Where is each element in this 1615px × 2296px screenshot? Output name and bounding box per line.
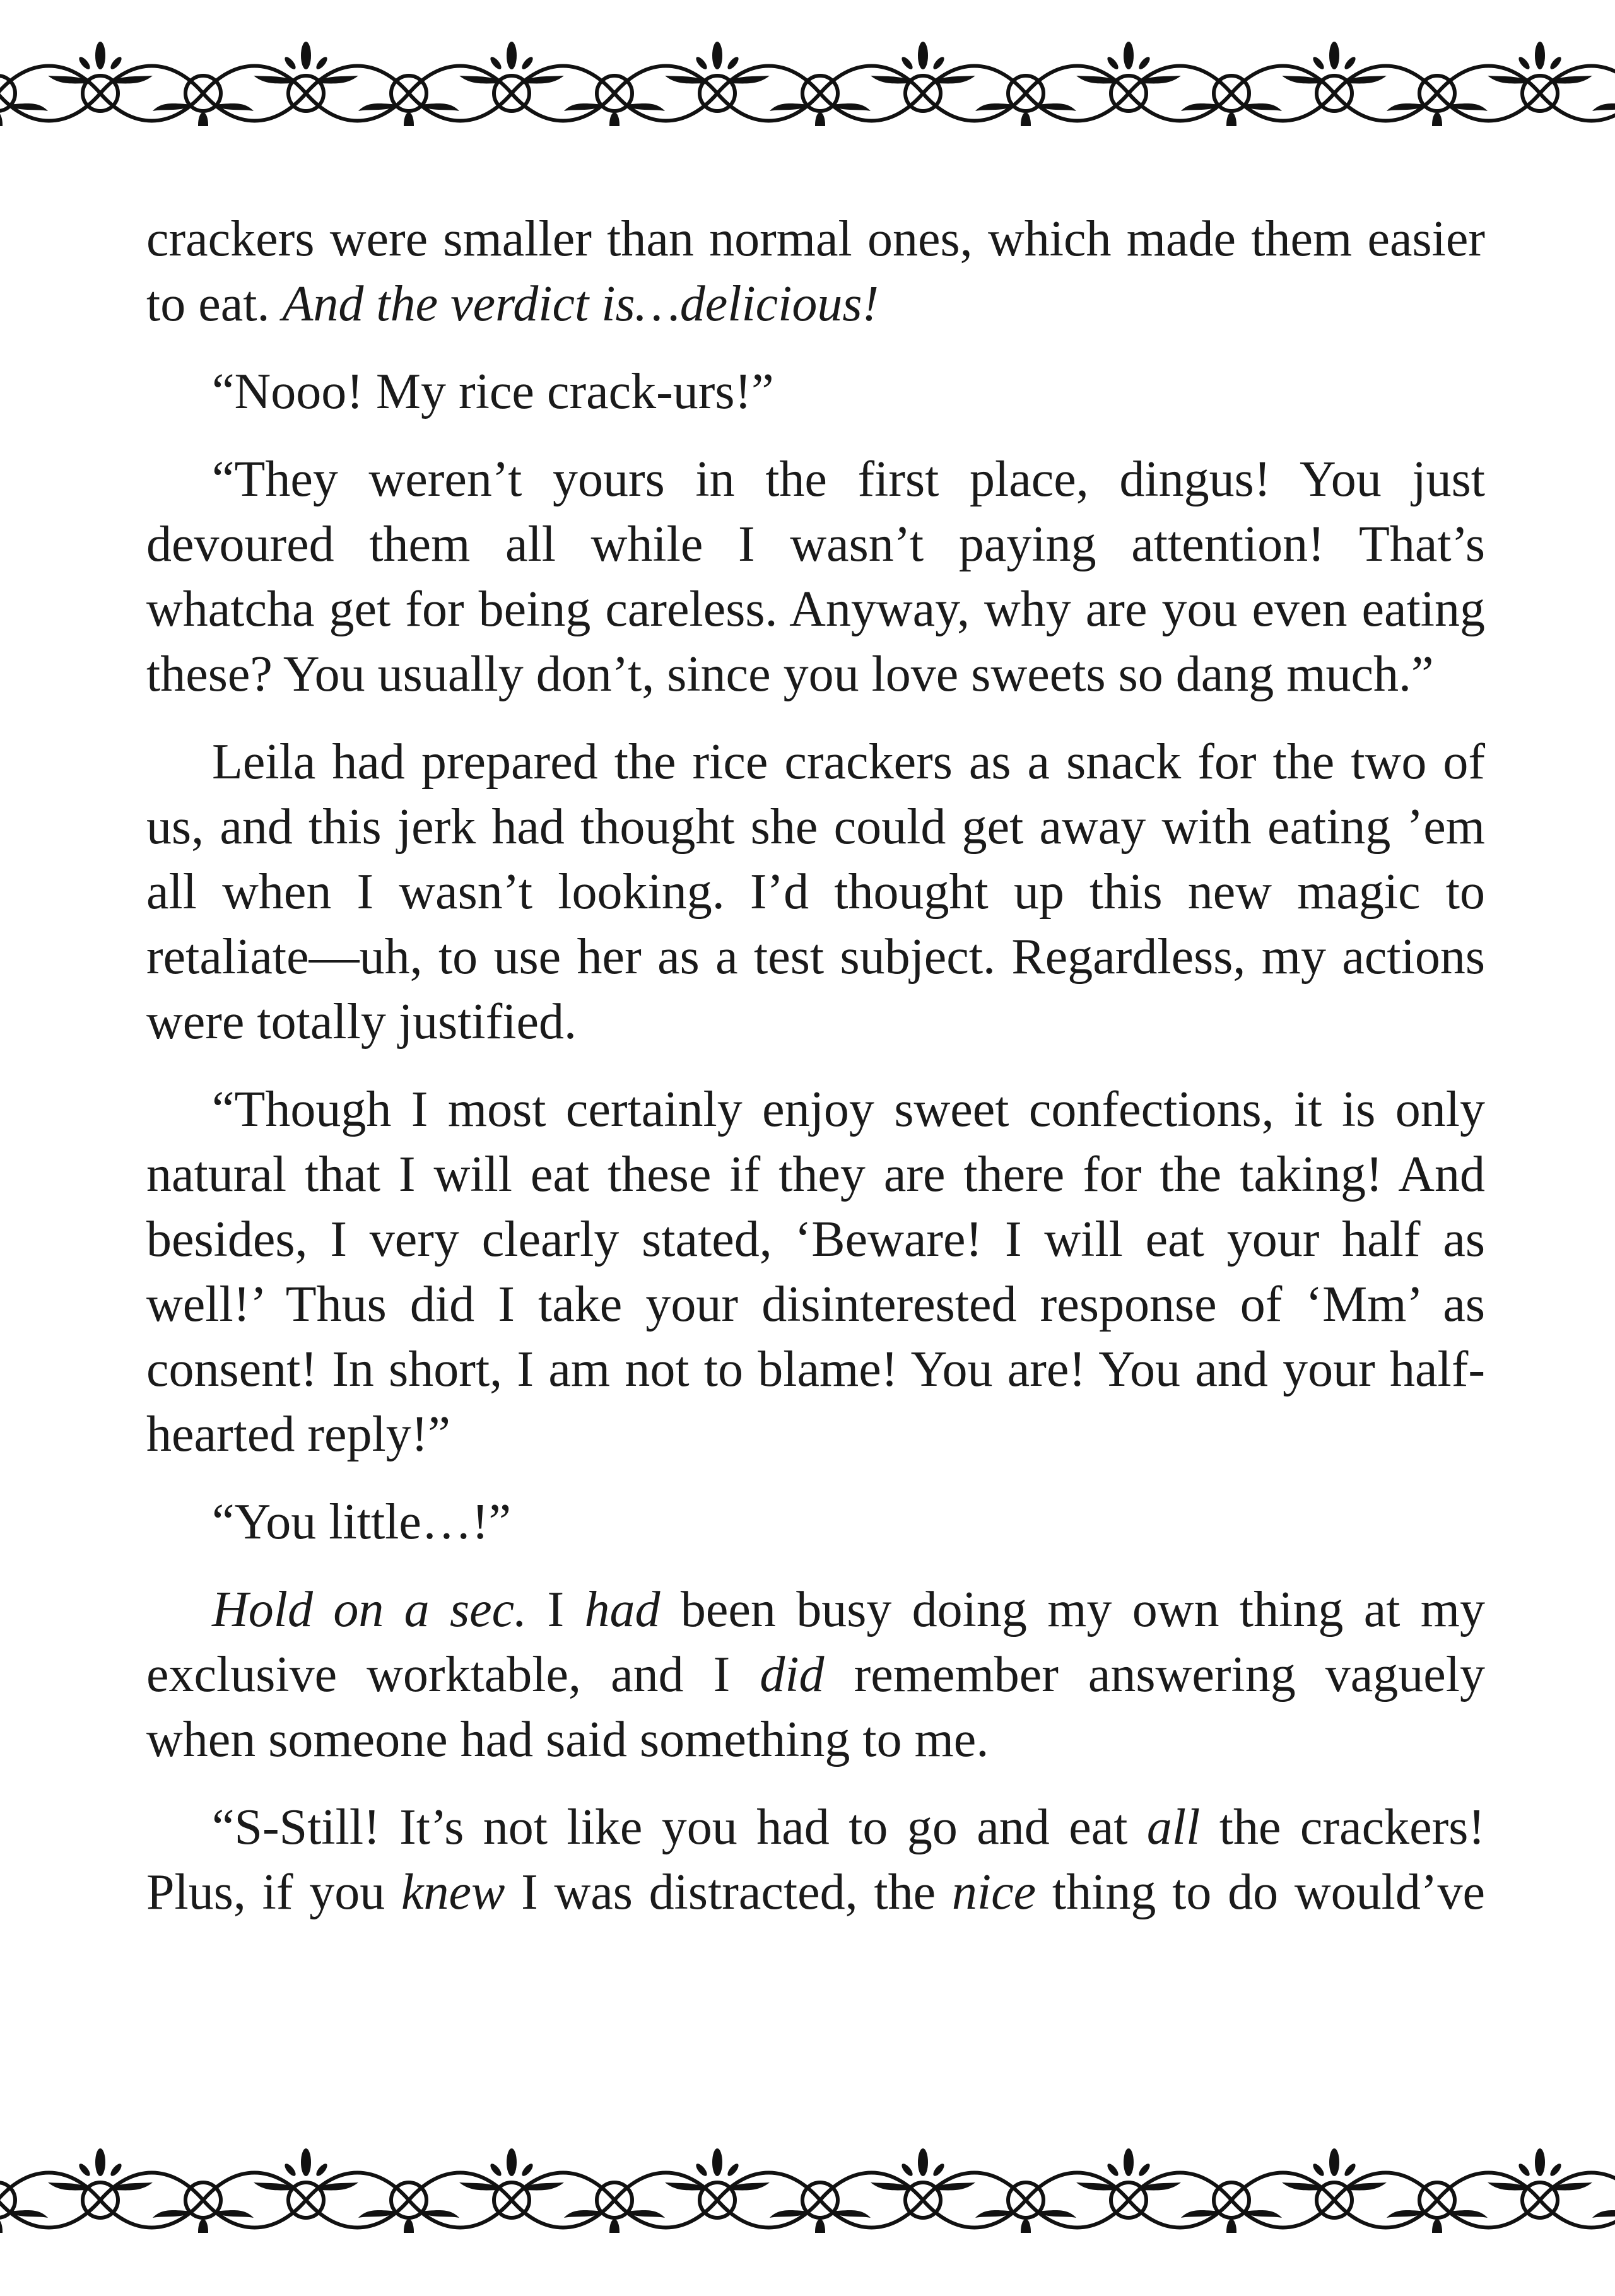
text-run: been busy doing my own thing at my exclusive worktable, and I	[146, 1582, 1486, 1702]
text-run: “S-Still! It’s not like you had to go and eat	[212, 1800, 1147, 1855]
text-run: the crackers! Plus, if you	[146, 1800, 1486, 1920]
text-run: I	[527, 1582, 585, 1637]
paragraph	[146, 207, 1485, 337]
text-run: “They weren’t yours in the first place, dingus! You just devoured them all while I wasn’t paying attention! That’s whatcha get for being careless. Anyway, why are you even eating these? You usually don’t, since you love sweets so dang much.”	[146, 452, 1485, 702]
text-run: “Nooo! My rice crack-urs!”	[212, 364, 774, 419]
paragraph	[146, 447, 1485, 707]
text-run: crackers were smaller than normal ones, which made them easier to eat.	[146, 211, 1485, 332]
text-run: “Though I most certainly enjoy sweet confections, it is only natural that I will eat these if they are there for the taking! And besides, I very clearly stated, ‘Beware! I will eat your half as well!’ Thus did I take your disinterested response of ‘Mm’ as consent! In short, I am not to blame! You are! You and your half-hearted reply!”	[146, 1082, 1485, 1462]
italic-run: And the verdict is…delicious!	[282, 276, 879, 332]
italic-run: Hold on a sec.	[212, 1582, 527, 1637]
paragraph	[146, 1795, 1485, 1925]
page-body-text	[146, 207, 1485, 1948]
italic-run: all	[1146, 1800, 1201, 1855]
text-run: thing to do would’ve	[1036, 1865, 1486, 1920]
paragraph	[146, 1077, 1485, 1467]
text-run: I was distracted, the	[505, 1865, 952, 1920]
italic-run: nice	[951, 1865, 1037, 1920]
paragraph	[146, 1578, 1485, 1772]
italic-run: knew	[401, 1865, 505, 1920]
paragraph	[146, 1490, 1485, 1555]
text-run: “You little…!”	[212, 1494, 512, 1550]
italic-run: did	[760, 1647, 825, 1702]
top-floral-border	[0, 38, 1615, 126]
text-run: Leila had prepared the rice crackers as a snack for the two of us, and this jerk had thought she could get away with eating ’em all when I wasn’t looking. I’d thought up this new magic to retaliate—uh, to use her as a test subject. Regardless, my actions were totally justified.	[146, 734, 1485, 1050]
italic-run: had	[584, 1582, 661, 1637]
text-run: remember answering vaguely when someone had said something to me.	[146, 1647, 1485, 1767]
paragraph	[146, 360, 1485, 425]
paragraph	[146, 730, 1485, 1055]
bottom-floral-border	[0, 2145, 1615, 2233]
